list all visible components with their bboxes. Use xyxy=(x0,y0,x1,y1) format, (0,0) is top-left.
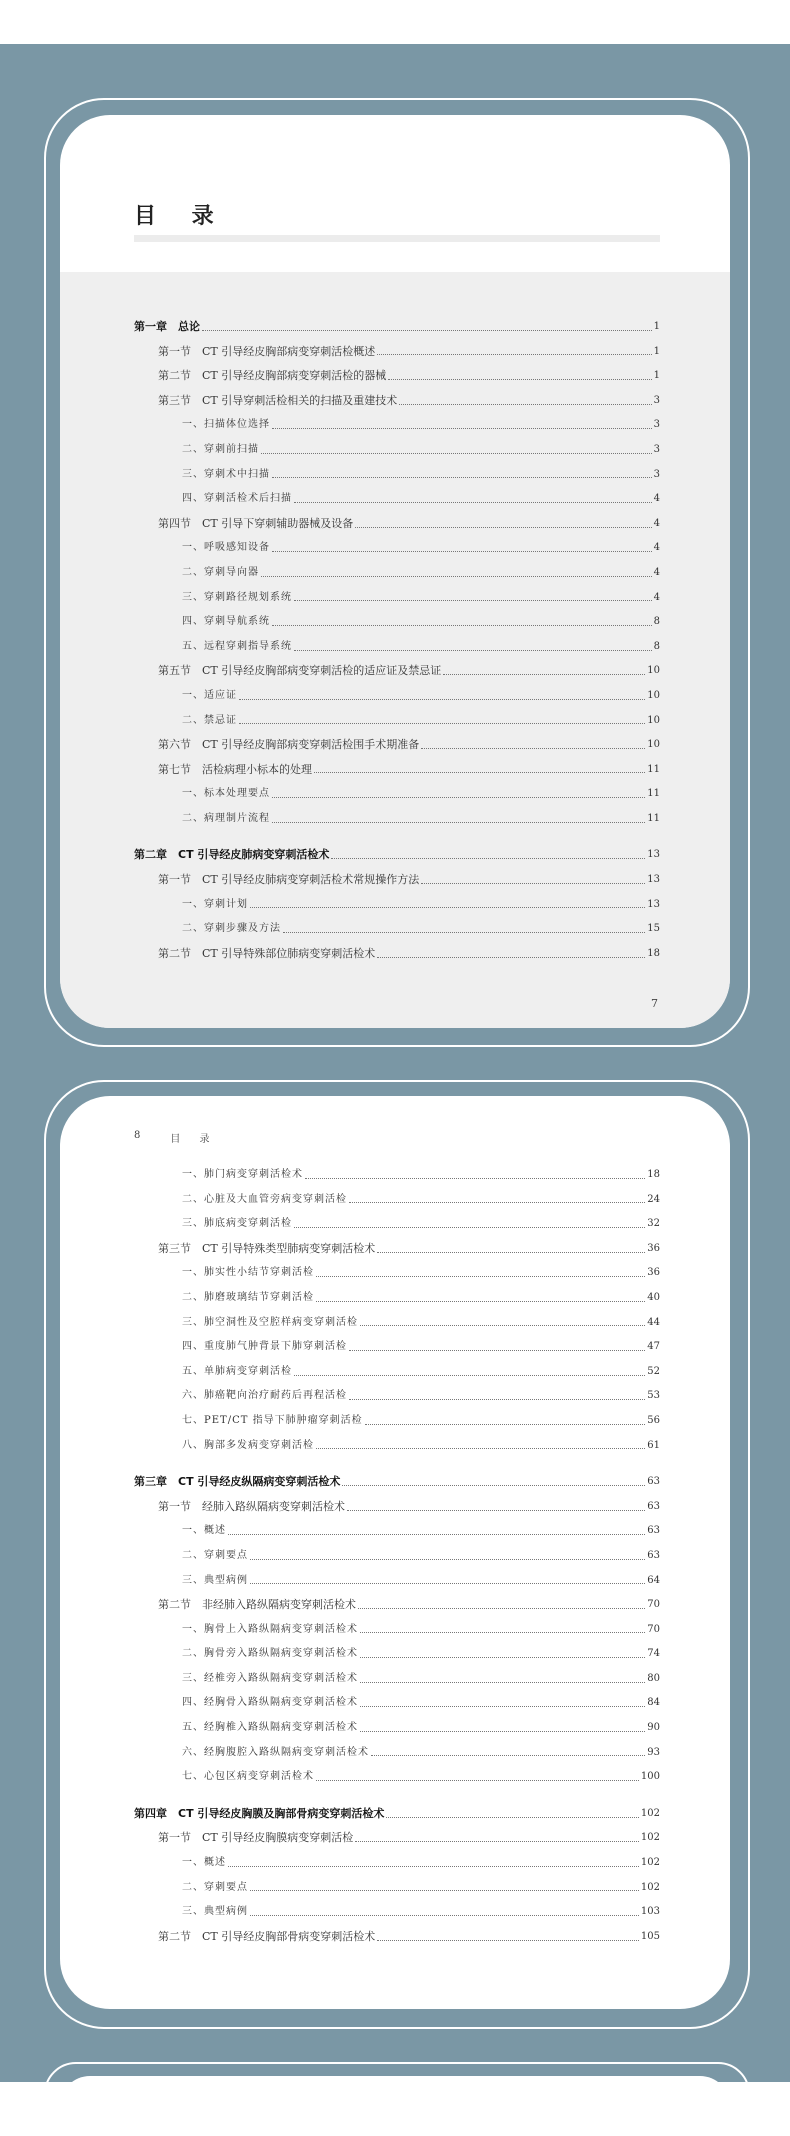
toc-entry-label: 二、肺磨玻璃结节穿刺活检 xyxy=(182,1291,314,1303)
toc-subsection xyxy=(134,610,660,635)
dot-leader xyxy=(388,379,651,380)
toc-entry-page: 4 xyxy=(653,542,660,554)
title-rule xyxy=(134,235,660,242)
toc-entry-page: 102 xyxy=(640,1881,660,1893)
toc-entry-label: 四、经胸骨入路纵隔病变穿刺活检术 xyxy=(182,1697,358,1709)
toc-page-1 xyxy=(60,115,730,1028)
toc-entry-page: 13 xyxy=(647,874,660,886)
toc-entry-label: 一、概述 xyxy=(182,1857,226,1869)
toc-entry-page: 102 xyxy=(640,1857,660,1869)
toc-entry-page: 84 xyxy=(647,1697,660,1709)
toc-entry-label: 第二节 非经肺入路纵隔病变穿刺活检术 xyxy=(158,1598,356,1612)
dot-leader xyxy=(272,822,645,823)
toc-chapter xyxy=(134,1802,660,1827)
toc-entry-label: 二、病理制片流程 xyxy=(182,812,270,824)
dot-leader xyxy=(421,883,645,884)
toc-entry-page: 47 xyxy=(647,1341,660,1353)
toc-entry-page: 93 xyxy=(647,1746,660,1758)
toc-section xyxy=(134,868,660,893)
toc-list xyxy=(134,315,660,966)
toc-entry-page: 4 xyxy=(653,493,660,505)
dot-leader xyxy=(349,1202,645,1203)
toc-entry-label: 四、重度肺气肿背景下肺穿刺活检 xyxy=(182,1341,347,1353)
header-page-number: 8 xyxy=(134,1130,141,1141)
toc-section xyxy=(134,758,660,783)
toc-entry-page: 10 xyxy=(647,665,660,677)
toc-subsection xyxy=(134,1691,660,1716)
dot-leader xyxy=(358,1608,645,1609)
toc-subsection xyxy=(134,536,660,561)
toc-subsection xyxy=(134,1360,660,1385)
dot-leader xyxy=(250,1559,645,1560)
toc-entry-page: 63 xyxy=(647,1525,660,1537)
toc-entry-page: 63 xyxy=(647,1476,660,1488)
toc-page-2 xyxy=(60,1096,730,2009)
dot-leader xyxy=(342,1485,645,1486)
toc-entry-label: 第三节 CT 引导穿刺活检相关的扫描及重建技术 xyxy=(158,393,398,407)
toc-chapter xyxy=(134,1470,660,1495)
toc-subsection xyxy=(134,487,660,512)
toc-entry-page: 3 xyxy=(653,468,660,480)
toc-section xyxy=(134,733,660,758)
toc-entry-page: 64 xyxy=(647,1574,660,1586)
toc-entry-label: 第七节 活检病理小标本的处理 xyxy=(158,762,312,776)
toc-entry-page: 56 xyxy=(647,1414,660,1426)
toc-section xyxy=(134,340,660,365)
dot-leader xyxy=(239,723,645,724)
toc-entry-page: 4 xyxy=(653,517,660,529)
dot-leader xyxy=(239,699,645,700)
toc-subsection xyxy=(134,1569,660,1594)
toc-subsection xyxy=(134,438,660,463)
dot-leader xyxy=(360,1706,645,1707)
toc-entry-label: 二、心脏及大血管旁病变穿刺活检 xyxy=(182,1193,347,1205)
dot-leader xyxy=(316,1448,645,1449)
dot-leader xyxy=(377,1252,645,1253)
toc-entry-page: 80 xyxy=(647,1672,660,1684)
toc-entry-page: 4 xyxy=(653,591,660,603)
toc-subsection xyxy=(134,684,660,709)
dot-leader xyxy=(360,1325,645,1326)
toc-entry-label: 第六节 CT 引导经皮胸部病变穿刺活检围手术期准备 xyxy=(158,738,420,752)
toc-entry-page: 13 xyxy=(647,898,660,910)
toc-entry-page: 3 xyxy=(653,443,660,455)
toc-entry-label: 第二节 CT 引导经皮胸部病变穿刺活检的器械 xyxy=(158,369,387,383)
toc-entry-label: 第四节 CT 引导下穿刺辅助器械及设备 xyxy=(158,516,354,530)
toc-entry-page: 36 xyxy=(647,1242,660,1254)
toc-chapter xyxy=(134,843,660,868)
dot-leader xyxy=(250,907,645,908)
toc-entry-label: 一、扫描体位选择 xyxy=(182,419,270,431)
toc-entry-page: 4 xyxy=(653,566,660,578)
toc-entry-page: 3 xyxy=(653,394,660,406)
toc-entry-page: 18 xyxy=(647,947,660,959)
toc-entry-page: 13 xyxy=(647,849,660,861)
toc-subsection xyxy=(134,413,660,438)
toc-entry-page: 10 xyxy=(647,714,660,726)
toc-entry-label: 二、穿刺要点 xyxy=(182,1549,248,1561)
toc-entry-page: 36 xyxy=(647,1267,660,1279)
toc-subsection xyxy=(134,1667,660,1692)
toc-section xyxy=(134,1495,660,1520)
toc-page-3 xyxy=(60,2076,730,2136)
toc-entry-label: 三、肺空洞性及空腔样病变穿刺活检 xyxy=(182,1316,358,1328)
toc-entry-label: 三、穿刺路径规划系统 xyxy=(182,591,292,603)
toc-entry-label: 五、单肺病变穿刺活检 xyxy=(182,1365,292,1377)
toc-section xyxy=(134,1925,660,1950)
toc-section xyxy=(134,1237,660,1262)
dot-leader xyxy=(305,1178,645,1179)
toc-entry-label: 二、禁忌证 xyxy=(182,714,237,726)
toc-entry-label: 第一节 CT 引导经皮胸部病变穿刺活检概述 xyxy=(158,344,376,358)
toc-entry-label: 五、经胸椎入路纵隔病变穿刺活检术 xyxy=(182,1722,358,1734)
toc-subsection xyxy=(134,1544,660,1569)
dot-leader xyxy=(316,1780,639,1781)
toc-entry-page: 90 xyxy=(647,1722,660,1734)
dot-leader xyxy=(272,477,652,478)
toc-subsection xyxy=(134,1716,660,1741)
toc-entry-page: 3 xyxy=(653,419,660,431)
toc-entry-page: 11 xyxy=(647,763,660,775)
toc-entry-page: 105 xyxy=(640,1930,660,1942)
toc-entry-label: 一、肺实性小结节穿刺活检 xyxy=(182,1267,314,1279)
toc-entry-label: 四、穿刺活检术后扫描 xyxy=(182,493,292,505)
toc-entry-label: 第一章 总论 xyxy=(134,320,200,333)
toc-entry-page: 32 xyxy=(647,1218,660,1230)
toc-entry-label: 八、胸部多发病变穿刺活检 xyxy=(182,1439,314,1451)
toc-entry-page: 103 xyxy=(640,1906,660,1918)
dot-leader xyxy=(294,502,652,503)
toc-entry-page: 100 xyxy=(640,1771,660,1783)
dot-leader xyxy=(349,1350,645,1351)
toc-entry-page: 63 xyxy=(647,1500,660,1512)
toc-entry-label: 一、肺门病变穿刺活检术 xyxy=(182,1169,303,1180)
toc-subsection xyxy=(134,807,660,832)
toc-subsection xyxy=(134,586,660,611)
toc-title: 目 录 xyxy=(134,204,228,229)
toc-entry-page: 52 xyxy=(647,1365,660,1377)
toc-entry-label: 第一节 CT 引导经皮肺病变穿刺活检术常规操作方法 xyxy=(158,873,420,887)
dot-leader xyxy=(355,527,651,528)
toc-subsection xyxy=(134,1311,660,1336)
dot-leader xyxy=(377,957,645,958)
toc-subsection xyxy=(134,1519,660,1544)
dot-leader xyxy=(360,1657,645,1658)
toc-entry-label: 第二节 CT 引导经皮胸部骨病变穿刺活检术 xyxy=(158,1929,376,1943)
dot-leader xyxy=(386,1817,639,1818)
toc-entry-label: 五、远程穿刺指导系统 xyxy=(182,640,292,652)
toc-section xyxy=(134,659,660,684)
toc-entry-page: 15 xyxy=(647,923,660,935)
toc-subsection xyxy=(134,1741,660,1766)
section-gap xyxy=(134,831,660,843)
toc-section xyxy=(134,942,660,967)
dot-leader xyxy=(377,354,651,355)
toc-entry-label: 一、胸骨上入路纵隔病变穿刺活检术 xyxy=(182,1623,358,1635)
toc-subsection xyxy=(134,1409,660,1434)
dot-leader xyxy=(250,1915,639,1916)
toc-subsection xyxy=(134,635,660,660)
toc-entry-page: 10 xyxy=(647,689,660,701)
toc-subsection xyxy=(134,1163,660,1188)
dot-leader xyxy=(272,428,652,429)
toc-entry-page: 24 xyxy=(647,1193,660,1205)
dot-leader xyxy=(228,1534,645,1535)
toc-subsection xyxy=(134,1642,660,1667)
dot-leader xyxy=(377,1940,639,1941)
toc-subsection xyxy=(134,1900,660,1925)
dot-leader xyxy=(202,330,652,331)
dot-leader xyxy=(347,1510,645,1511)
dot-leader xyxy=(261,576,652,577)
toc-entry-label: 四、穿刺导航系统 xyxy=(182,616,270,628)
toc-entry-page: 40 xyxy=(647,1291,660,1303)
dot-leader xyxy=(371,1755,645,1756)
dot-leader xyxy=(349,1399,645,1400)
toc-entry-page: 44 xyxy=(647,1316,660,1328)
toc-section xyxy=(134,389,660,414)
toc-subsection xyxy=(134,1188,660,1213)
dot-leader xyxy=(294,1227,645,1228)
toc-subsection xyxy=(134,1618,660,1643)
toc-entry-label: 一、呼吸感知设备 xyxy=(182,542,270,554)
toc-entry-page: 53 xyxy=(647,1390,660,1402)
toc-subsection xyxy=(134,1261,660,1286)
toc-subsection xyxy=(134,1286,660,1311)
toc-entry-page: 102 xyxy=(640,1807,660,1819)
toc-entry-page: 1 xyxy=(653,370,660,382)
toc-entry-page: 11 xyxy=(647,788,660,800)
toc-entry-label: 第二章 CT 引导经皮肺病变穿刺活检术 xyxy=(134,848,330,862)
toc-entry-page: 1 xyxy=(653,345,660,357)
toc-entry-label: 二、穿刺步骤及方法 xyxy=(182,923,281,935)
dot-leader xyxy=(421,748,645,749)
dot-leader xyxy=(294,1375,645,1376)
dot-leader xyxy=(272,551,652,552)
toc-subsection xyxy=(134,1876,660,1901)
toc-entry-page: 61 xyxy=(647,1439,660,1451)
toc-subsection xyxy=(134,893,660,918)
dot-leader xyxy=(283,932,645,933)
toc-subsection xyxy=(134,1212,660,1237)
toc-entry-label: 三、经椎旁入路纵隔病变穿刺活检术 xyxy=(182,1672,358,1684)
toc-section xyxy=(134,364,660,389)
toc-section xyxy=(134,512,660,537)
dot-leader xyxy=(250,1583,645,1584)
toc-subsection xyxy=(134,709,660,734)
toc-entry-page: 8 xyxy=(653,616,660,628)
dot-leader xyxy=(331,858,645,859)
toc-entry-label: 三、典型病例 xyxy=(182,1906,248,1918)
toc-entry-label: 六、肺癌靶向治疗耐药后再程活检 xyxy=(182,1390,347,1402)
toc-chapter xyxy=(134,315,660,340)
toc-entry-label: 七、心包区病变穿刺活检术 xyxy=(182,1771,314,1783)
dot-leader xyxy=(294,650,652,651)
toc-entry-label: 二、穿刺导向器 xyxy=(182,566,259,578)
page-number: 7 xyxy=(651,997,658,1010)
toc-subsection xyxy=(134,1434,660,1459)
toc-subsection xyxy=(134,1384,660,1409)
toc-entry-label: 第三节 CT 引导特殊类型肺病变穿刺活检术 xyxy=(158,1241,376,1255)
toc-entry-label: 一、概述 xyxy=(182,1525,226,1537)
dot-leader xyxy=(360,1632,645,1633)
toc-entry-page: 8 xyxy=(653,640,660,652)
dot-leader xyxy=(272,797,645,798)
toc-entry-page: 70 xyxy=(647,1599,660,1611)
toc-section xyxy=(134,1593,660,1618)
toc-entry-label: 第四章 CT 引导经皮胸膜及胸部骨病变穿刺活检术 xyxy=(134,1806,385,1820)
toc-entry-page: 102 xyxy=(640,1832,660,1844)
toc-entry-label: 二、穿刺前扫描 xyxy=(182,443,259,455)
section-gap xyxy=(134,1458,660,1470)
dot-leader xyxy=(443,674,645,675)
dot-leader xyxy=(399,404,651,405)
toc-entry-label: 三、典型病例 xyxy=(182,1574,248,1586)
toc-subsection xyxy=(134,1335,660,1360)
dot-leader xyxy=(314,772,645,773)
toc-entry-label: 六、经胸腹腔入路纵隔病变穿刺活检术 xyxy=(182,1746,369,1758)
toc-subsection xyxy=(134,1851,660,1876)
toc-subsection xyxy=(134,561,660,586)
running-head xyxy=(134,1130,218,1145)
toc-subsection xyxy=(134,1765,660,1790)
toc-entry-label: 第一节 CT 引导经皮胸膜病变穿刺活检 xyxy=(158,1831,354,1845)
toc-entry-label: 一、标本处理要点 xyxy=(182,788,270,800)
toc-entry-label: 七、PET/CT 指导下肺肿瘤穿刺活检 xyxy=(182,1414,363,1426)
toc-entry-label: 第五节 CT 引导经皮胸部病变穿刺活检的适应证及禁忌证 xyxy=(158,664,442,678)
toc-entry-label: 二、胸骨旁入路纵隔病变穿刺活检术 xyxy=(182,1648,358,1660)
toc-section xyxy=(134,1826,660,1851)
dot-leader xyxy=(360,1731,645,1732)
toc-entry-label: 一、适应证 xyxy=(182,689,237,701)
dot-leader xyxy=(365,1424,646,1425)
dot-leader xyxy=(272,625,652,626)
toc-subsection xyxy=(134,917,660,942)
toc-entry-label: 第一节 经肺入路纵隔病变穿刺活检术 xyxy=(158,1499,345,1513)
section-gap xyxy=(134,1790,660,1802)
toc-entry-page: 11 xyxy=(647,812,660,824)
dot-leader xyxy=(360,1682,645,1683)
dot-leader xyxy=(261,453,652,454)
toc-entry-page: 10 xyxy=(647,739,660,751)
dot-leader xyxy=(316,1301,645,1302)
dot-leader xyxy=(355,1841,639,1842)
toc-subsection xyxy=(134,463,660,488)
toc-list xyxy=(134,1163,660,1949)
toc-entry-label: 第三章 CT 引导经皮纵隔病变穿刺活检术 xyxy=(134,1475,341,1489)
toc-entry-page: 18 xyxy=(647,1169,660,1180)
dot-leader xyxy=(250,1890,639,1891)
toc-entry-label: 第二节 CT 引导特殊部位肺病变穿刺活检术 xyxy=(158,946,376,960)
toc-entry-page: 1 xyxy=(653,321,660,332)
dot-leader xyxy=(228,1866,639,1867)
toc-entry-label: 一、穿刺计划 xyxy=(182,898,248,910)
toc-entry-page: 63 xyxy=(647,1549,660,1561)
toc-entry-label: 三、肺底病变穿刺活检 xyxy=(182,1218,292,1230)
toc-subsection xyxy=(134,782,660,807)
header-title: 目 录 xyxy=(170,1134,218,1145)
dot-leader xyxy=(294,600,652,601)
toc-entry-label: 三、穿刺术中扫描 xyxy=(182,468,270,480)
toc-entry-page: 74 xyxy=(647,1648,660,1660)
toc-entry-page: 70 xyxy=(647,1623,660,1635)
toc-entry-label: 二、穿刺要点 xyxy=(182,1881,248,1893)
dot-leader xyxy=(316,1276,645,1277)
